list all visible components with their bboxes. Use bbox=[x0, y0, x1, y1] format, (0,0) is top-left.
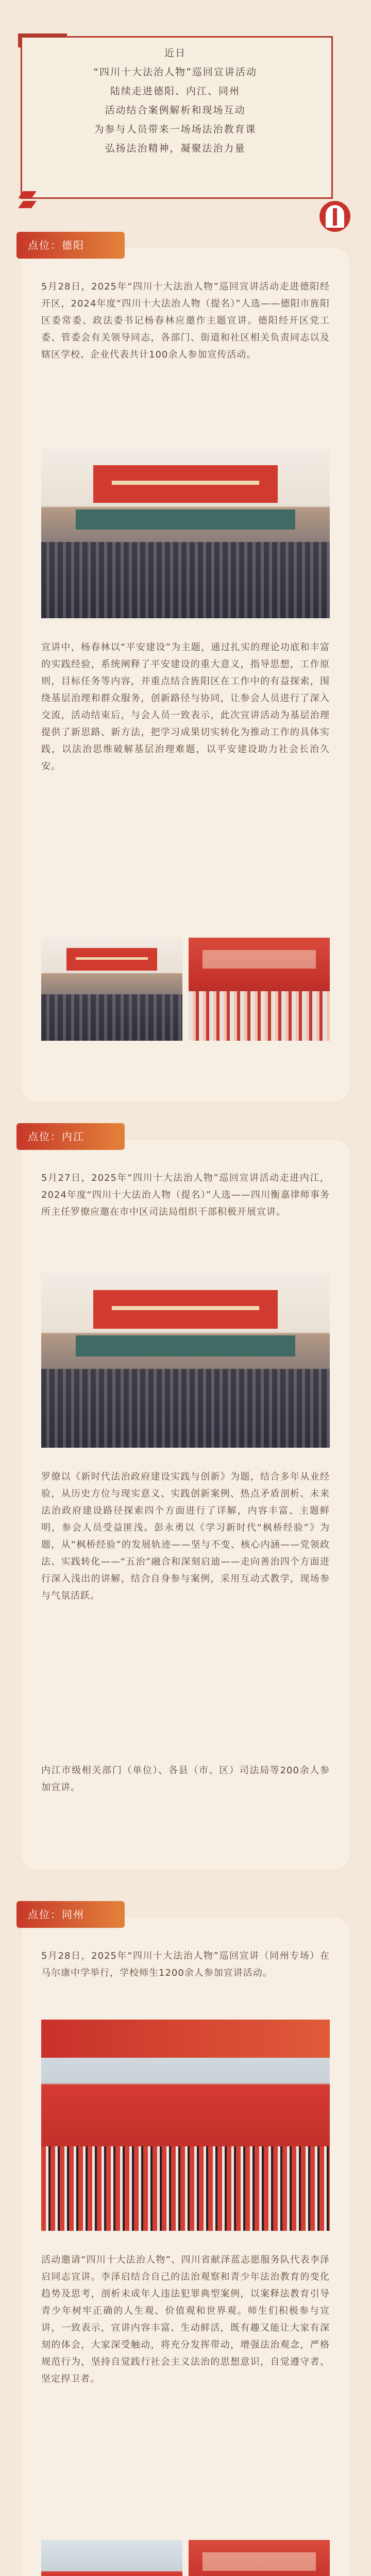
event-photo bbox=[189, 938, 330, 1041]
event-photo bbox=[189, 2540, 330, 2576]
intro-line: 近日 bbox=[164, 47, 186, 59]
event-photo bbox=[41, 938, 182, 1041]
paragraph: 罗僚以《新时代法治政府建设实践与创新》为题，结合多年从业经验，从历史方位与现实意义、实践创新案例、热点矛盾剖析、未来法治政府建设路径探索四个方面进行了详解，内容丰富、主题鲜明，参会人员受益匪浅。彭永勇以《学习新时代“枫桥经验”》为题，从“枫桥经验”的发展轨迹——坚与不变、核心内涵——党领政法、实践转化——“五治”融合和深刻启迪——走向善治四个方面进行深入浅出的讲解，结合自身参与案例，采用互动式教学，现场参与气氛活跃。 bbox=[41, 1471, 330, 1601]
event-photo bbox=[41, 1273, 330, 1448]
paragraph: 5月28日，2025年“四川十大法治人物”巡回宣讲活动走进德阳经开区，2024年度“四川十大法治人物（提名）”人选——德阳市旌阳区委常委、政法委书记杨春林应邀作主题宣讲。德阳经开区党工委、管委会有关领导同志，各部门、街道和社区相关负责同志以及辖区学校、企业代表共计100余人参加宣传活动。 bbox=[41, 281, 330, 360]
paragraph: 宣讲中，杨春林以“平安建设”为主题，通过扎实的理论功底和丰富的实践经验，系统阐释了平安建设的重大意义，指导思想，工作原则，目标任务等内容，并重点结合旌阳区在工作中的有益探索，围绕基层治理和群众服务，创新路径与协同，让参会人员进行了深入交流，活动结束后，与会人员一致表示，此次宣讲活动为基层治理提供了新思路、新方法，把学习成果切实转化为推动工作的具体实践，以法治思维破解基层治理难题，以平安建设助力社会长治久安。 bbox=[41, 642, 330, 772]
intro-line: 弘扬法治精神，凝聚法治力量 bbox=[105, 143, 246, 154]
event-photo bbox=[41, 2540, 182, 2576]
event-photo bbox=[41, 448, 330, 618]
section-tongzhou bbox=[21, 1896, 350, 2576]
paragraph: 活动邀请“四川十大法治人物”、四川省献泽蓝志愿服务队代表李泽启同志宣讲。李泽启结合自己的法治观察和青少年法治教育的变化趋势及思考，剖析未成年人违法犯罪典型案例，以案释法教育引导青少年树牢正确的人生观、价值观和世界观。师生们积极参与宣讲，一致表示，宣讲内容丰富、生动鲜活，既有趣又能让大家有深刻的体会，大家深受触动，将充分发挥带动，增强法治观念，严格规范行为，坚持自觉践行社会主义法治的思想意识，自觉遵守者、坚定捍卫者。 bbox=[41, 2255, 330, 2384]
stripe-decoration bbox=[21, 191, 52, 202]
intro-text bbox=[21, 44, 330, 158]
section-card bbox=[21, 1917, 350, 2576]
section-deyang bbox=[21, 227, 350, 1103]
event-photo bbox=[41, 2020, 330, 2231]
location-tag: 点位：德阳 bbox=[16, 232, 125, 259]
intro-block bbox=[0, 21, 371, 216]
paragraph: 内江市级相关部门（单位）、各县（市、区）司法局等200余人参加宣讲。 bbox=[41, 1765, 330, 1793]
paragraph: 5月28日，2025年“四川十大法治人物”巡回宣讲（同州专场）在马尔康中学举行，学校师生1200余人参加宣讲活动。 bbox=[41, 1951, 330, 1978]
paragraph: 5月27日，2025年“四川十大法治人物”巡回宣讲活动走进内江，2024年度“四川十大法治人物（提名）”人选——四川衡嘉律师事务所主任罗僚应邀在市中区司法局组织干部积极开展宣讲。 bbox=[41, 1173, 330, 1217]
section-neijiang bbox=[21, 1118, 350, 1875]
location-tag: 点位：同州 bbox=[16, 1901, 125, 1928]
intro-line: 为参与人员带来一场场法治教育课 bbox=[94, 124, 257, 135]
intro-line: 活动结合案例解析和现场互动 bbox=[105, 105, 246, 116]
intro-line: “四川十大法治人物”巡回宣讲活动 bbox=[93, 66, 257, 78]
intro-line: 陆续走进德阳、内江、同州 bbox=[110, 86, 240, 97]
location-tag: 点位：内江 bbox=[16, 1123, 125, 1150]
